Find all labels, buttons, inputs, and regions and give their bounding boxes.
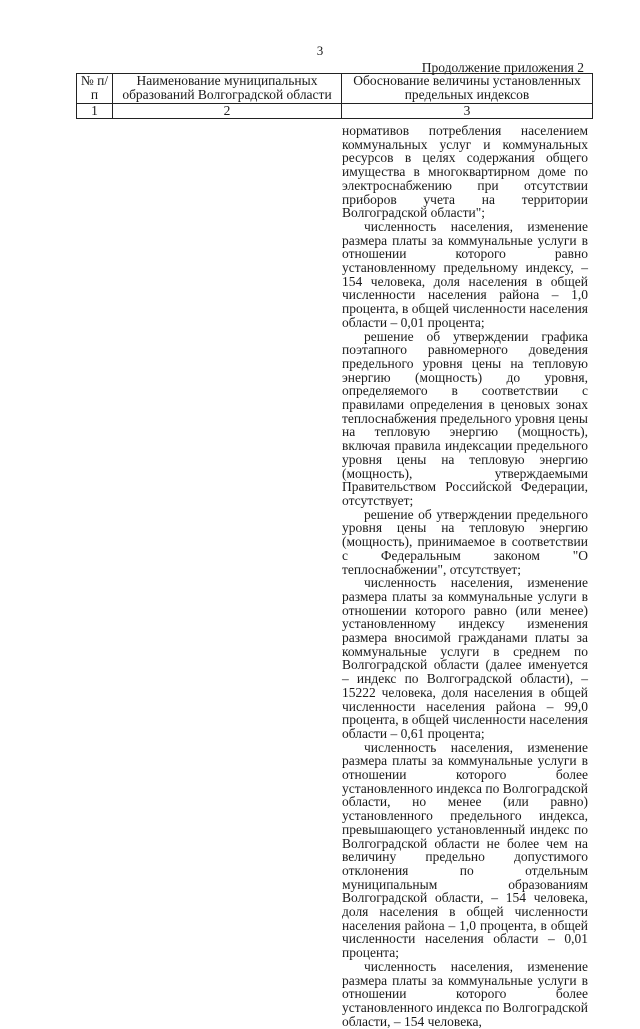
header-number: № п/п [77,74,113,104]
header-justification: Обоснование величины установленных предельных индексов [342,74,593,104]
paragraph: решение об утверждении предельного уровня цены на тепловую энергию (мощность), принимаемое в соответствии с Федеральным законом "О теплоснабжении", отсутствует; [342,506,588,577]
page-number: 3 [316,43,324,58]
justification-text [342,124,588,1028]
column-numbers-row [77,104,593,119]
paragraph: численность населения, изменение размера платы за коммунальные услуги в отношении которого равно (или менее) установленному индексу изменения размера вносимой гражданами платы за коммунальные услуги в среднем по Волгоградской области (далее именуется – индекс по Волгоградской области), – 15222 человека, доля населения в общей численности населения района – 99,0 процента, в общей численности населения области – 0,61 процента; [342,575,588,741]
paragraph: численность населения, изменение размера платы за коммунальные услуги в отношении которого более установленного индекса по Волгоградской области, но менее (или равно) установленного предельного индекса, превышающего установленный индекс по Волгоградской области не более чем на величину предельно допустимого отклонения по отдельным муниципальным образованиям Волгоградской области, – 154 человека, доля населения в общей численности населения района – 1,0 процента, в общей численности населения области – 0,01 процента; [342,739,588,961]
paragraph: численность населения, изменение размера платы за коммунальные услуги в отношении которого равно установленному предельному индексу, – 154 человека, доля населения в общей численности населения района – 1,0 процента, в общей численности населения области – 0,01 процента; [342,218,588,330]
header-municipality: Наименование муниципальных образований Волгоградской области [113,74,342,104]
column-number-1: 1 [77,104,113,119]
appendix-table [76,73,593,119]
paragraph: численность населения, изменение размера платы за коммунальные услуги в отношении которого более установленного индекса по Волгоградской области, – 154 человека, [342,958,588,1029]
continuation-label: Продолжение приложения 2 [421,60,584,75]
column-number-2: 2 [113,104,342,119]
paragraph: решение об утверждении графика поэтапного равномерного доведения предельного уровня цены на тепловую энергию (мощность) до уровня, определяемого в соответствии с правилами определения в ценовых зонах теплоснабжения предельного уровня цены на тепловую энергию (мощность), включая правила индексации предельного уровня цены на тепловую энергию (мощность), утверждаемыми Правительством Российской Федерации, отсутствует; [342,328,588,508]
paragraph: нормативов потребления населением коммунальных услуг и коммунальных ресурсов в целях содержания общего имущества в многоквартирном доме по электроснабжению при отсутствии приборов учета на территории Волгоградской области"; [342,123,588,221]
column-number-3: 3 [342,104,593,119]
table-header-row [77,74,593,104]
